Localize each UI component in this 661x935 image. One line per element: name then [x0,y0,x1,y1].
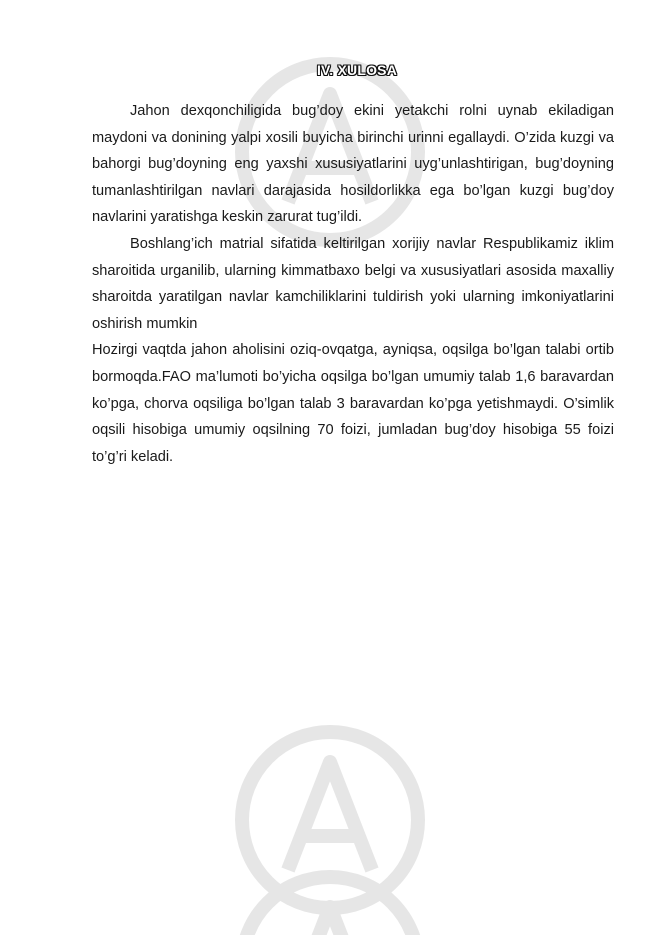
document-body [92,98,614,470]
paragraph-1: Jahon dexqonchiligida bug’doy ekini yetakchi rolni uynab ekiladigan maydoni va donining yalpi xosili buyicha birinchi urinni egallaydi. O’zida kuzgi va bahorgi bug’doyning eng yaxshi xususiyatlarini uyg’unlashtirigan, bug’doyning tumanlashtirilgan navlari darajasida hosildorlikka ega bo’lgan kuzgi bug’doy navlarini yaratishga keskin zarurat tug’ildi. [92,103,614,226]
watermark-logo-icon [210,720,450,920]
paragraph-2: Boshlang’ich matrial sifatida keltirilgan xorijiy navlar Respublikamiz iklim sharoitida urganilib, ularning kimmatbaxo belgi va xususiyatlari asosida maxalliy sharoitda yaratilgan navlar kamchiliklarini tuldirish yoki ularning imkoniyatlarini oshirish mumkin [92,235,614,332]
watermark-logo-icon [210,865,450,935]
paragraph-3: Hozirgi vaqtda jahon aholisini oziq-ovqatga, ayniqsa, oqsilga bo’lgan talabi ortib bormoqda.FAO ma’lumoti bo’yicha oqsilga bo’lgan umumiy talab 1,6 baravardan ko’pga, chorva oqsiliga bo’lgan talab 3 baravardan ko’pga yetishmaydi. O’simlik oqsili hisobiga umumiy oqsilning 70 foizi, jumladan bug’doy hisobiga 55 foizi to’g’ri keladi. [92,342,614,465]
section-title: IV. XULOSA [316,62,398,78]
